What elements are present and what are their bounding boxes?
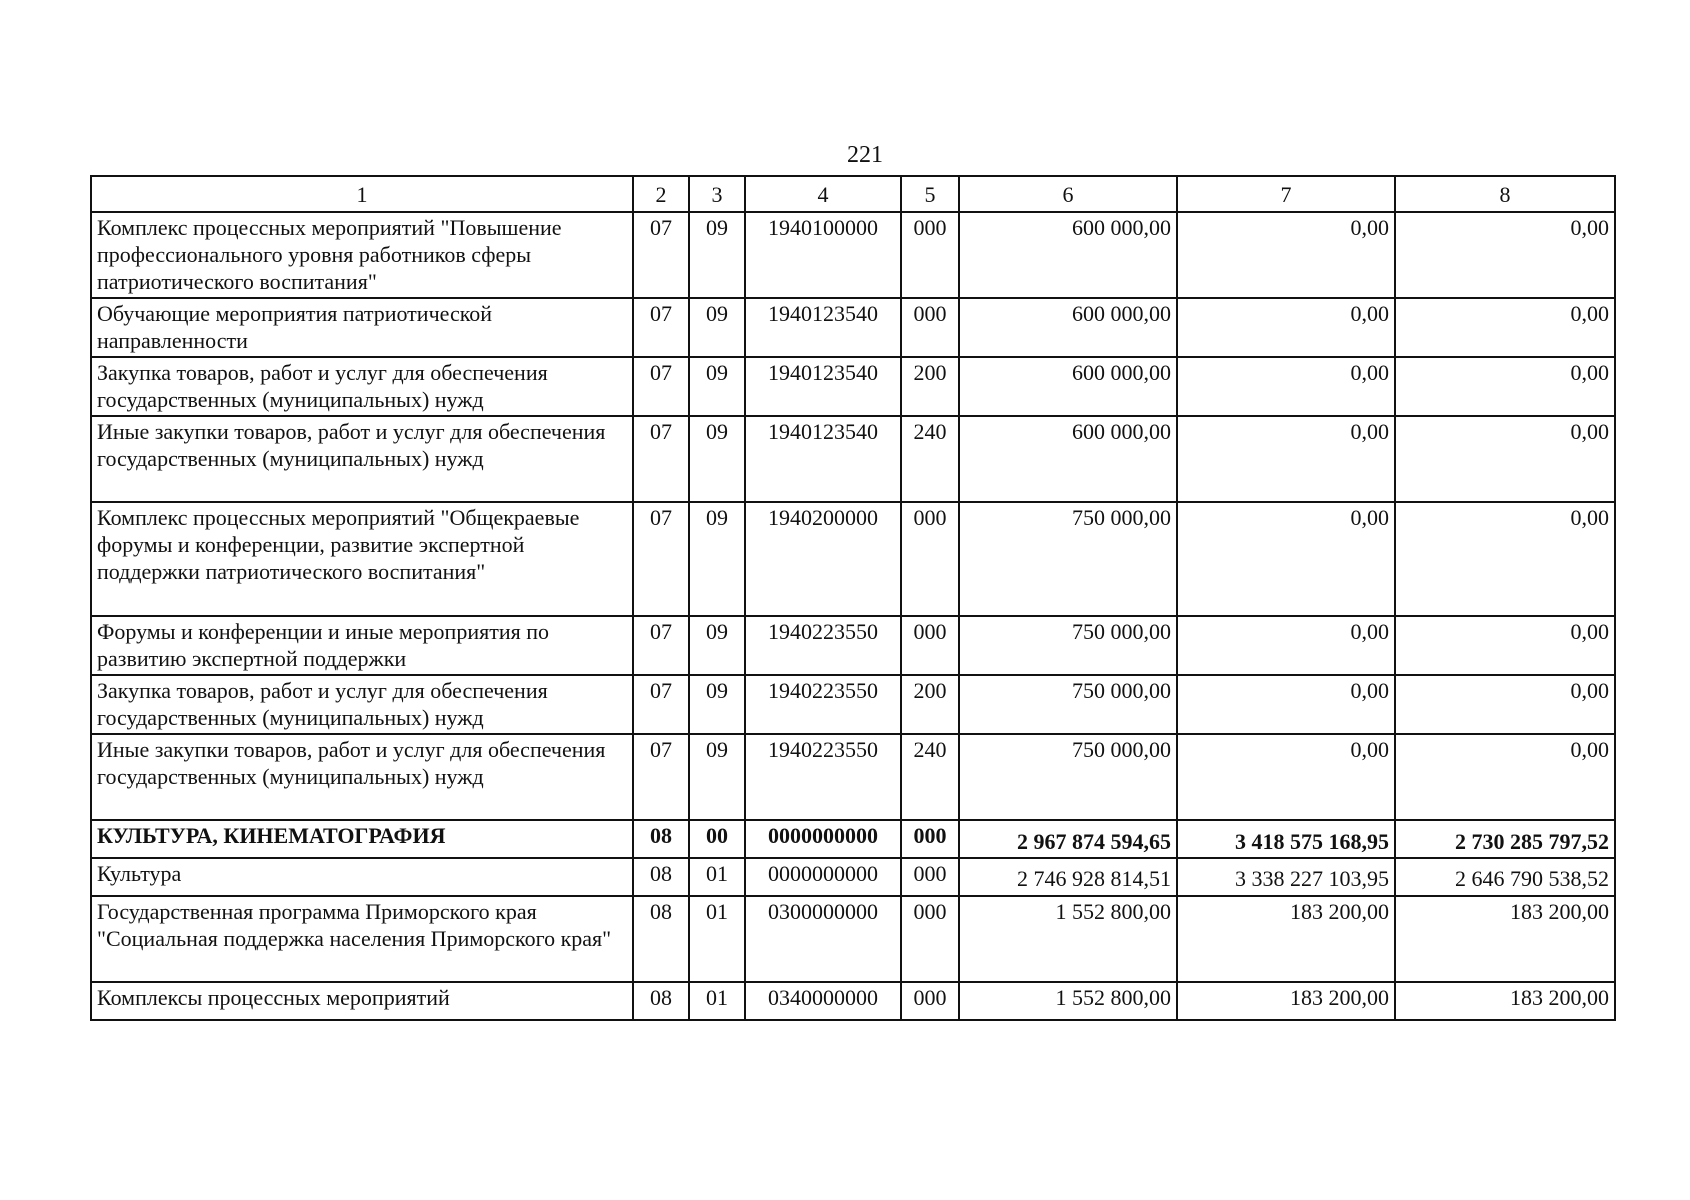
target-article-code: 1940223550 xyxy=(745,734,901,820)
target-article-code: 0000000000 xyxy=(745,858,901,896)
table-row xyxy=(91,734,1615,820)
amount-col6: 750 000,00 xyxy=(959,616,1177,675)
expense-type-code: 000 xyxy=(901,298,959,357)
expense-type-code: 000 xyxy=(901,858,959,896)
amount-col8: 0,00 xyxy=(1395,734,1615,820)
row-name: Обучающие мероприятия патриотической направленности xyxy=(91,298,633,357)
amount-col6: 600 000,00 xyxy=(959,212,1177,298)
row-name: Комплекс процессных мероприятий "Повышение профессионального уровня работников сферы патриотического воспитания" xyxy=(91,212,633,298)
subsection-code: 09 xyxy=(689,502,745,616)
amount-col7: 0,00 xyxy=(1177,357,1395,416)
target-article-code: 0300000000 xyxy=(745,896,901,982)
amount-col8: 2 646 790 538,52 xyxy=(1395,858,1615,896)
table-row xyxy=(91,616,1615,675)
amount-col6: 750 000,00 xyxy=(959,734,1177,820)
subsection-code: 01 xyxy=(689,858,745,896)
table-row xyxy=(91,858,1615,896)
row-name: Комплексы процессных мероприятий xyxy=(91,982,633,1020)
expense-type-code: 000 xyxy=(901,616,959,675)
subsection-code: 09 xyxy=(689,357,745,416)
subsection-code: 09 xyxy=(689,212,745,298)
amount-col8: 0,00 xyxy=(1395,298,1615,357)
subsection-code: 09 xyxy=(689,675,745,734)
target-article-code: 1940123540 xyxy=(745,298,901,357)
amount-col7: 183 200,00 xyxy=(1177,896,1395,982)
amount-col6: 2 746 928 814,51 xyxy=(959,858,1177,896)
amount-col7: 0,00 xyxy=(1177,502,1395,616)
amount-col6: 600 000,00 xyxy=(959,416,1177,502)
target-article-code: 1940123540 xyxy=(745,357,901,416)
target-article-code: 1940100000 xyxy=(745,212,901,298)
expense-type-code: 000 xyxy=(901,982,959,1020)
row-name: Иные закупки товаров, работ и услуг для обеспечения государственных (муниципальных) нужд xyxy=(91,416,633,502)
amount-col8: 0,00 xyxy=(1395,675,1615,734)
amount-col8: 0,00 xyxy=(1395,502,1615,616)
row-name: Форумы и конференции и иные мероприятия по развитию экспертной поддержки xyxy=(91,616,633,675)
table-row xyxy=(91,212,1615,298)
section-code: 07 xyxy=(633,357,689,416)
amount-col8: 183 200,00 xyxy=(1395,896,1615,982)
section-code: 08 xyxy=(633,820,689,858)
amount-col8: 0,00 xyxy=(1395,212,1615,298)
subsection-code: 00 xyxy=(689,820,745,858)
expense-type-code: 000 xyxy=(901,896,959,982)
amount-col6: 1 552 800,00 xyxy=(959,982,1177,1020)
row-name: Государственная программа Приморского края "Социальная поддержка населения Приморского края" xyxy=(91,896,633,982)
section-code: 07 xyxy=(633,212,689,298)
table-row xyxy=(91,675,1615,734)
amount-col6: 1 552 800,00 xyxy=(959,896,1177,982)
subsection-code: 09 xyxy=(689,734,745,820)
budget-table xyxy=(90,175,1616,1021)
row-name: Закупка товаров, работ и услуг для обеспечения государственных (муниципальных) нужд xyxy=(91,357,633,416)
table-row xyxy=(91,416,1615,502)
table-header-row xyxy=(91,176,1615,212)
section-code: 07 xyxy=(633,502,689,616)
subsection-code: 01 xyxy=(689,896,745,982)
table-row xyxy=(91,502,1615,616)
expense-type-code: 200 xyxy=(901,357,959,416)
target-article-code: 0340000000 xyxy=(745,982,901,1020)
amount-col8: 0,00 xyxy=(1395,616,1615,675)
target-article-code: 0000000000 xyxy=(745,820,901,858)
expense-type-code: 000 xyxy=(901,502,959,616)
amount-col6: 600 000,00 xyxy=(959,298,1177,357)
expense-type-code: 240 xyxy=(901,416,959,502)
amount-col7: 0,00 xyxy=(1177,616,1395,675)
amount-col7: 3 418 575 168,95 xyxy=(1177,820,1395,858)
amount-col8: 0,00 xyxy=(1395,357,1615,416)
section-code: 07 xyxy=(633,416,689,502)
amount-col7: 0,00 xyxy=(1177,212,1395,298)
section-code: 07 xyxy=(633,298,689,357)
expense-type-code: 240 xyxy=(901,734,959,820)
amount-col8: 0,00 xyxy=(1395,416,1615,502)
amount-col7: 3 338 227 103,95 xyxy=(1177,858,1395,896)
column-header: 5 xyxy=(901,176,959,212)
amount-col6: 750 000,00 xyxy=(959,675,1177,734)
row-name: Культура xyxy=(91,858,633,896)
subsection-code: 09 xyxy=(689,416,745,502)
subsection-code: 09 xyxy=(689,298,745,357)
row-name: КУЛЬТУРА, КИНЕМАТОГРАФИЯ xyxy=(91,820,633,858)
table-row xyxy=(91,298,1615,357)
table-row xyxy=(91,982,1615,1020)
row-name: Комплекс процессных мероприятий "Общекраевые форумы и конференции, развитие экспертной поддержки патриотического воспитания" xyxy=(91,502,633,616)
subsection-code: 09 xyxy=(689,616,745,675)
column-header: 6 xyxy=(959,176,1177,212)
row-name: Иные закупки товаров, работ и услуг для обеспечения государственных (муниципальных) нужд xyxy=(91,734,633,820)
subsection-code: 01 xyxy=(689,982,745,1020)
amount-col6: 2 967 874 594,65 xyxy=(959,820,1177,858)
amount-col7: 0,00 xyxy=(1177,416,1395,502)
section-code: 08 xyxy=(633,858,689,896)
column-header: 1 xyxy=(91,176,633,212)
amount-col7: 0,00 xyxy=(1177,734,1395,820)
section-code: 08 xyxy=(633,982,689,1020)
expense-type-code: 000 xyxy=(901,212,959,298)
amount-col8: 183 200,00 xyxy=(1395,982,1615,1020)
row-name: Закупка товаров, работ и услуг для обеспечения государственных (муниципальных) нужд xyxy=(91,675,633,734)
target-article-code: 1940200000 xyxy=(745,502,901,616)
column-header: 8 xyxy=(1395,176,1615,212)
table-row xyxy=(91,896,1615,982)
section-code: 07 xyxy=(633,616,689,675)
table-row-section-total xyxy=(91,820,1615,858)
section-code: 07 xyxy=(633,734,689,820)
amount-col8: 2 730 285 797,52 xyxy=(1395,820,1615,858)
column-header: 4 xyxy=(745,176,901,212)
amount-col6: 750 000,00 xyxy=(959,502,1177,616)
page-number: 221 xyxy=(847,142,883,168)
amount-col6: 600 000,00 xyxy=(959,357,1177,416)
table-row xyxy=(91,357,1615,416)
column-header: 7 xyxy=(1177,176,1395,212)
amount-col7: 183 200,00 xyxy=(1177,982,1395,1020)
expense-type-code: 200 xyxy=(901,675,959,734)
expense-type-code: 000 xyxy=(901,820,959,858)
section-code: 07 xyxy=(633,675,689,734)
target-article-code: 1940223550 xyxy=(745,675,901,734)
target-article-code: 1940223550 xyxy=(745,616,901,675)
section-code: 08 xyxy=(633,896,689,982)
amount-col7: 0,00 xyxy=(1177,298,1395,357)
column-header: 2 xyxy=(633,176,689,212)
amount-col7: 0,00 xyxy=(1177,675,1395,734)
column-header: 3 xyxy=(689,176,745,212)
target-article-code: 1940123540 xyxy=(745,416,901,502)
